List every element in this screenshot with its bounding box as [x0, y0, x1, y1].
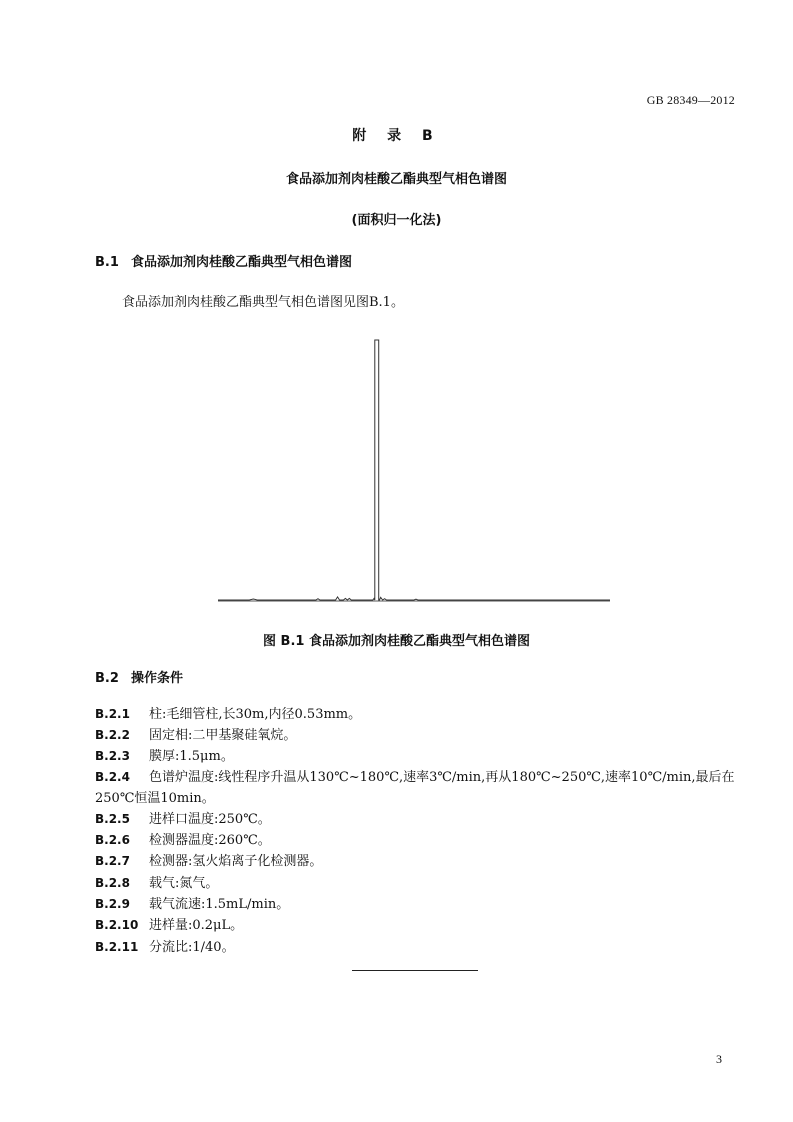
section-b2-title: 操作条件	[131, 671, 184, 686]
condition-number: B.2.11	[95, 940, 139, 954]
condition-item	[95, 704, 740, 725]
section-b2-heading	[95, 667, 183, 686]
condition-text: 载气流速:1.5mL/min。	[149, 897, 290, 912]
condition-number: B.2.1	[95, 707, 130, 721]
condition-number: B.2.10	[95, 918, 139, 932]
chromatogram-signal-line	[218, 340, 610, 600]
condition-item	[95, 725, 740, 746]
section-b1-title: 食品添加剂肉桂酸乙酯典型气相色谱图	[131, 255, 353, 270]
condition-item	[95, 746, 740, 767]
section-b1-number: B.1	[95, 255, 119, 270]
condition-text: 进样口温度:250℃。	[149, 812, 271, 827]
condition-number: B.2.6	[95, 833, 130, 847]
condition-number: B.2.9	[95, 897, 130, 911]
end-rule	[352, 970, 478, 971]
condition-item	[95, 851, 740, 872]
appendix-title: 食品添加剂肉桂酸乙酯典型气相色谱图	[285, 172, 507, 187]
section-b1-text: 食品添加剂肉桂酸乙酯典型气相色谱图见图B.1。	[122, 295, 404, 310]
condition-text: 检测器温度:260℃。	[149, 833, 271, 848]
condition-item	[95, 767, 740, 809]
condition-number: B.2.5	[95, 812, 130, 826]
condition-number: B.2.2	[95, 728, 130, 742]
condition-item	[95, 873, 740, 894]
condition-text: 载气:氮气。	[149, 876, 219, 891]
condition-number: B.2.8	[95, 876, 130, 890]
standard-code: GB 28349—2012	[646, 93, 735, 107]
section-b1-heading	[95, 251, 352, 270]
appendix-subtitle: (面积归一化法)	[351, 213, 442, 228]
chromatogram-chart	[210, 332, 620, 612]
condition-number: B.2.7	[95, 854, 130, 868]
condition-text: 检测器:氢火焰离子化检测器。	[149, 854, 323, 869]
condition-item	[95, 937, 740, 958]
condition-item	[95, 894, 740, 915]
condition-number: B.2.3	[95, 749, 130, 763]
condition-text: 分流比:1/40。	[149, 940, 235, 955]
condition-text: 膜厚:1.5μm。	[149, 749, 234, 764]
condition-text: 进样量:0.2μL。	[149, 918, 244, 933]
condition-text: 色谱炉温度:线性程序升温从130℃~180℃,速率3℃/min,再从180℃~250℃,速率10℃/min,最后在250℃恒温10min。	[95, 770, 735, 806]
condition-item	[95, 915, 740, 936]
condition-text: 柱:毛细管柱,长30m,内径0.53mm。	[149, 707, 362, 722]
condition-text: 固定相:二甲基聚硅氧烷。	[149, 728, 297, 743]
section-b2-number: B.2	[95, 671, 119, 686]
page-number: 3	[716, 1052, 722, 1066]
condition-number: B.2.4	[95, 770, 130, 784]
condition-item	[95, 830, 740, 851]
appendix-label: 附 录 B	[352, 128, 441, 144]
figure-caption: 图 B.1 食品添加剂肉桂酸乙酯典型气相色谱图	[263, 634, 530, 649]
condition-item	[95, 809, 740, 830]
